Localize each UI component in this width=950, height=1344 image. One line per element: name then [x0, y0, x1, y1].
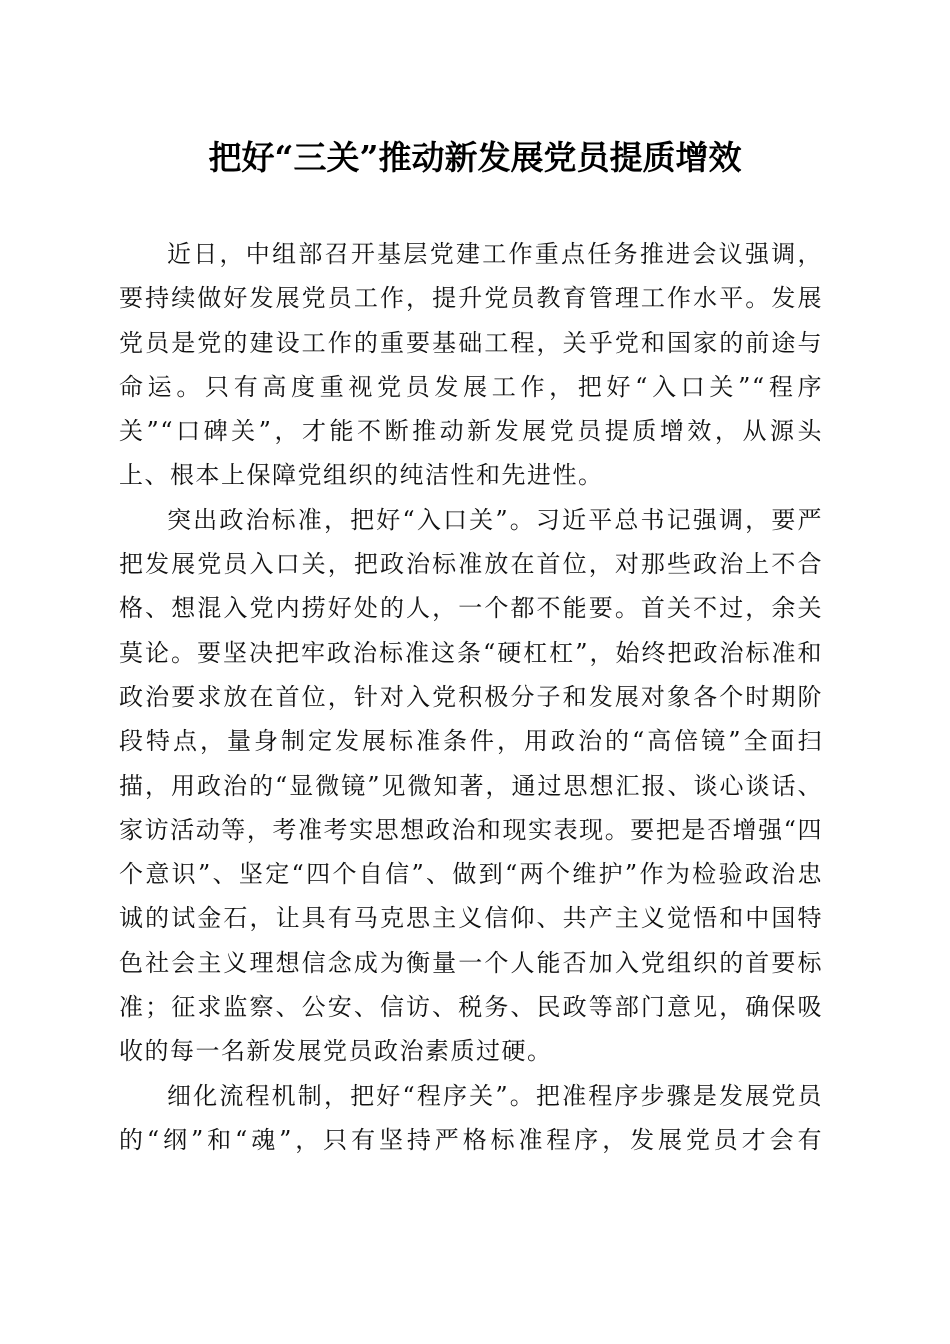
paragraph-intro: 近日，中组部召开基层党建工作重点任务推进会议强调，要持续做好发展党员工作，提升党员教育管理工作水平。发展党员是党的建设工作的重要基础工程，关乎党和国家的前途与命运。只有高度重视党员发展工作，把好“入口关”“程序关”“口碑关”，才能不断推动新发展党员提质增效，从源头上、根本上保障党组织的纯洁性和先进性。 — [119, 240, 823, 490]
paragraph-entry-gate: 突出政治标准，把好“入口关”。习近平总书记强调，要严把发展党员入口关，把政治标准放在首位，对那些政治上不合格、想混入党内捞好处的人，一个都不能要。首关不过，余关莫论。要坚决把牢政治标准这条“硬杠杠”，始终把政治标准和政治要求放在首位，针对入党积极分子和发展对象各个时期阶段特点，量身制定发展标准条件，用政治的“高倍镜”全面扫描，用政治的“显微镜”见微知著，通过思想汇报、谈心谈话、家访活动等，考准考实思想政治和现实表现。要把是否增强“四个意识”、坚定“四个自信”、做到“两个维护”作为检验政治忠诚的试金石，让具有马克思主义信仰、共产主义觉悟和中国特色社会主义理想信念成为衡量一个人能否加入党组织的首要标准；征求监察、公安、信访、税务、民政等部门意见，确保吸收的每一名新发展党员政治素质过硬。 — [119, 505, 823, 1066]
document-body — [119, 232, 823, 1162]
document-title: 把好“三关”推动新发展党员提质增效 — [208, 138, 742, 177]
paragraph-procedure-gate: 细化流程机制，把好“程序关”。把准程序步骤是发展党员的“纲”和“魂”，只有坚持严格标准程序，发展党员才会有 — [119, 1081, 823, 1154]
